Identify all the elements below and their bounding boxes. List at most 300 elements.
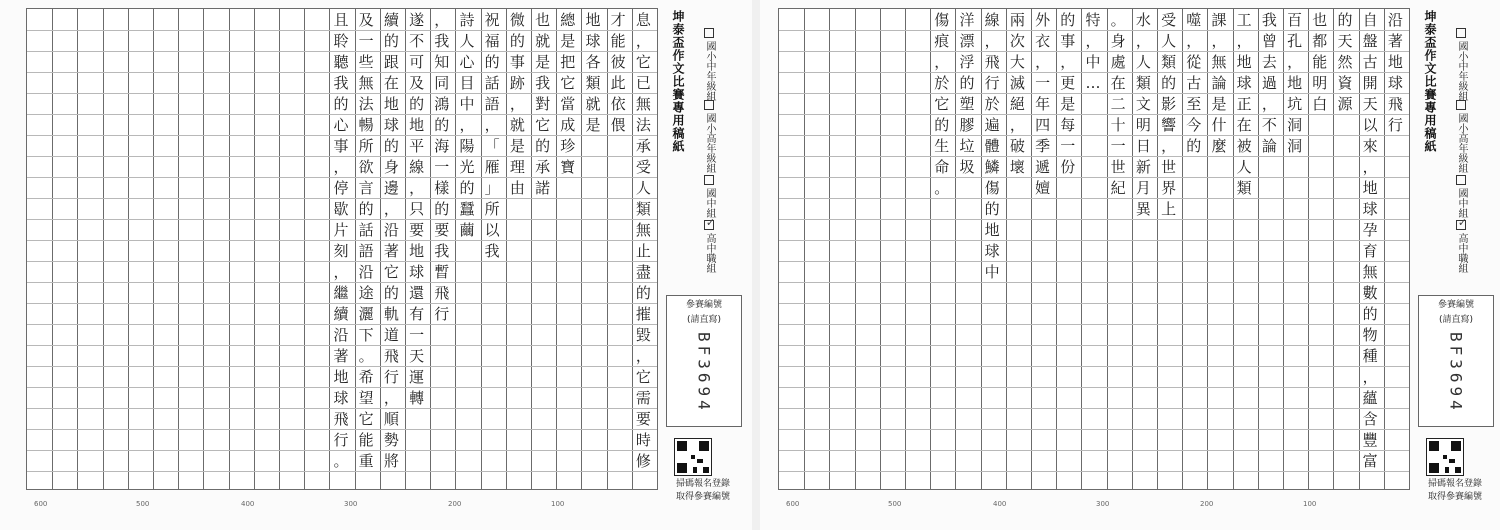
manuscript-character: 地: [984, 221, 1000, 239]
manuscript-character: 已: [635, 74, 651, 92]
manuscript-character: 響: [1161, 116, 1177, 134]
manuscript-character: 明: [1135, 116, 1151, 134]
grid-column-line: [178, 9, 179, 489]
manuscript-text-column: [559, 10, 577, 178]
grid-column-line: [203, 9, 204, 489]
manuscript-text-column: [1260, 10, 1278, 157]
manuscript-character: 年: [1035, 95, 1051, 113]
manuscript-character: 嬗: [1035, 179, 1051, 197]
manuscript-character: 它: [635, 368, 651, 386]
manuscript-character: 地: [383, 95, 399, 113]
manuscript-character: 對: [535, 95, 551, 113]
grid-row-line: [779, 156, 1409, 157]
manuscript-character: 順: [383, 410, 399, 428]
manuscript-character: 中: [1085, 53, 1101, 71]
center-gutter: [752, 0, 760, 530]
manuscript-character: 物: [1362, 326, 1378, 344]
grid-column-line: [855, 9, 856, 489]
category-option-checked[interactable]: ✓高中職組: [702, 220, 717, 273]
manuscript-character: 摧: [635, 305, 651, 323]
manuscript-character: 中: [984, 263, 1000, 281]
manuscript-character: 歇: [333, 200, 349, 218]
manuscript-character: 的: [383, 284, 399, 302]
manuscript-character: 洋: [959, 11, 975, 29]
manuscript-character: 圾: [959, 158, 975, 176]
grid-column-line: [1308, 9, 1309, 489]
manuscript-character: ，: [383, 389, 399, 407]
manuscript-character: 新: [1135, 158, 1151, 176]
manuscript-character: ，: [1085, 32, 1101, 50]
grid-column-line: [1056, 9, 1057, 489]
manuscript-character: 心: [333, 116, 349, 134]
manuscript-character: 無: [358, 74, 374, 92]
manuscript-character: 無: [1211, 53, 1227, 71]
grid-column-line: [1333, 9, 1334, 489]
manuscript-character: 光: [459, 158, 475, 176]
manuscript-character: 有: [409, 305, 425, 323]
manuscript-character: 含: [1362, 410, 1378, 428]
manuscript-character: ，: [434, 11, 450, 29]
manuscript-character: 續: [333, 305, 349, 323]
manuscript-character: 理: [509, 158, 525, 176]
ruler-tick: 400: [993, 500, 1007, 508]
manuscript-text-column: [408, 10, 426, 409]
checkbox-checked-icon[interactable]: [1456, 220, 1466, 230]
grid-column-line: [254, 9, 255, 489]
manuscript-character: 數: [1362, 284, 1378, 302]
grid-column-line: [829, 9, 830, 489]
manuscript-character: 的: [1060, 11, 1076, 29]
qr-module: [677, 463, 687, 473]
grid-column-line: [1384, 9, 1385, 489]
manuscript-character: 人: [459, 32, 475, 50]
manuscript-text-column: [584, 10, 602, 136]
left-sidebar: [664, 10, 742, 520]
grid-column-line: [930, 9, 931, 489]
manuscript-character: 詩: [459, 11, 475, 29]
grid-column-line: [632, 9, 633, 489]
manuscript-character: 是: [1060, 95, 1076, 113]
grid-column-line: [880, 9, 881, 489]
manuscript-character: ，: [409, 179, 425, 197]
manuscript-character: 事: [333, 137, 349, 155]
manuscript-character: 聆: [333, 32, 349, 50]
manuscript-character: 繭: [459, 221, 475, 239]
manuscript-character: 世: [1161, 158, 1177, 176]
manuscript-character: 的: [409, 95, 425, 113]
manuscript-character: 人: [1236, 158, 1252, 176]
manuscript-character: 行: [984, 74, 1000, 92]
manuscript-character: 希: [358, 368, 374, 386]
manuscript-character: 衣: [1035, 32, 1051, 50]
grid-column-line: [581, 9, 582, 489]
category-option[interactable]: 國小中年級組: [1454, 28, 1469, 101]
manuscript-character: 及: [358, 11, 374, 29]
manuscript-character: ，: [459, 116, 475, 134]
qr-caption: 掃碼報名登錄: [675, 479, 730, 489]
manuscript-character: 灑: [358, 305, 374, 323]
manuscript-character: 我: [535, 74, 551, 92]
checkbox-icon[interactable]: [704, 100, 714, 110]
manuscript-character: ，: [1060, 53, 1076, 71]
manuscript-character: 心: [459, 53, 475, 71]
sheet-title: 坤泰盃作文比賽專用稿紙: [671, 10, 685, 153]
manuscript-character: 我: [434, 32, 450, 50]
grid-column-line: [77, 9, 78, 489]
grid-row-line: [779, 450, 1409, 451]
manuscript-character: 跟: [383, 53, 399, 71]
qr-module: [699, 441, 709, 451]
manuscript-character: 育: [1362, 242, 1378, 260]
manuscript-character: 線: [984, 11, 1000, 29]
manuscript-character: 痕: [934, 32, 950, 50]
grid-column-line: [1359, 9, 1360, 489]
manuscript-character: 欲: [358, 158, 374, 176]
manuscript-text-column: [609, 10, 627, 136]
manuscript-character: 毀: [635, 326, 651, 344]
manuscript-character: 能: [358, 431, 374, 449]
manuscript-character: 論: [1211, 74, 1227, 92]
manuscript-character: 沿: [383, 221, 399, 239]
grid-column-line: [405, 9, 406, 489]
grid-column-line: [1182, 9, 1183, 489]
manuscript-character: 一: [409, 326, 425, 344]
manuscript-character: 能: [1312, 53, 1328, 71]
manuscript-character: ，: [1009, 116, 1025, 134]
grid-column-line: [455, 9, 456, 489]
qr-module: [1451, 441, 1461, 451]
grid-column-line: [905, 9, 906, 489]
manuscript-character: 異: [1135, 200, 1151, 218]
ruler-tick: 300: [344, 500, 358, 508]
manuscript-text-column: [1286, 10, 1304, 157]
manuscript-character: 同: [434, 74, 450, 92]
manuscript-character: 膠: [959, 116, 975, 134]
sheet-title: 坤泰盃作文比賽專用稿紙: [1423, 10, 1437, 153]
manuscript-character: 傷: [984, 179, 1000, 197]
manuscript-character: 續: [383, 11, 399, 29]
manuscript-character: 人: [635, 179, 651, 197]
manuscript-character: ，: [984, 32, 1000, 50]
ruler-tick: 600: [34, 500, 48, 508]
manuscript-character: 它: [383, 263, 399, 281]
category-option[interactable]: 國小高年級組: [702, 100, 717, 173]
right-manuscript-sheet: [760, 0, 1500, 530]
manuscript-character: 外: [1035, 11, 1051, 29]
manuscript-character: 人: [1135, 53, 1151, 71]
manuscript-text-column: [508, 10, 526, 199]
entry-number-box[interactable]: [666, 295, 742, 427]
checkbox-icon[interactable]: [1456, 175, 1466, 185]
manuscript-character: 的: [635, 284, 651, 302]
manuscript-character: 類: [585, 74, 601, 92]
checkbox-icon[interactable]: [1456, 100, 1466, 110]
manuscript-character: 於: [984, 95, 1000, 113]
manuscript-character: 無: [1362, 263, 1378, 281]
grid-column-line: [1107, 9, 1108, 489]
checkbox-icon[interactable]: [1456, 28, 1466, 38]
qr-module: [677, 441, 687, 451]
qr-module: [703, 467, 709, 473]
manuscript-character: 影: [1161, 95, 1177, 113]
manuscript-character: 飛: [333, 410, 349, 428]
qr-code-icon[interactable]: [1426, 438, 1464, 476]
manuscript-character: 需: [635, 389, 651, 407]
manuscript-character: 刻: [333, 242, 349, 260]
manuscript-character: 過: [1261, 74, 1277, 92]
manuscript-character: 於: [934, 74, 950, 92]
manuscript-character: 。: [333, 452, 349, 470]
manuscript-character: 滅: [1009, 74, 1025, 92]
manuscript-character: 論: [1261, 137, 1277, 155]
manuscript-character: …: [1085, 74, 1101, 92]
manuscript-character: 一: [1035, 74, 1051, 92]
grid-row-line: [779, 324, 1409, 325]
manuscript-character: 依: [610, 95, 626, 113]
manuscript-character: ，: [1211, 32, 1227, 50]
manuscript-character: 類: [1236, 179, 1252, 197]
manuscript-character: 的: [383, 32, 399, 50]
entry-number-label: 參賽編號: [685, 300, 722, 310]
manuscript-character: 正: [1236, 95, 1252, 113]
entry-number-value: BF3694: [1446, 332, 1466, 414]
manuscript-character: 遍: [984, 116, 1000, 134]
grid-row-line: [779, 429, 1409, 430]
manuscript-character: 此: [610, 74, 626, 92]
manuscript-character: 運: [409, 368, 425, 386]
manuscript-character: 水: [1135, 11, 1151, 29]
manuscript-character: 是: [1211, 95, 1227, 113]
checkbox-icon[interactable]: [704, 28, 714, 38]
manuscript-character: 我: [484, 242, 500, 260]
category-option[interactable]: 國中組: [702, 175, 717, 218]
manuscript-character: 是: [509, 137, 525, 155]
grid-column-line: [1258, 9, 1259, 489]
manuscript-character: 的: [333, 95, 349, 113]
manuscript-character: 身: [1110, 32, 1126, 50]
manuscript-character: 壞: [1009, 158, 1025, 176]
manuscript-character: 是: [560, 32, 576, 50]
category-option-checked[interactable]: ✓高中職組: [1454, 220, 1469, 273]
manuscript-character: 受: [1161, 11, 1177, 29]
grid-column-line: [1233, 9, 1234, 489]
manuscript-text-column: [1160, 10, 1178, 220]
manuscript-character: 球: [984, 242, 1000, 260]
grid-column-line: [1207, 9, 1208, 489]
manuscript-character: 百: [1287, 11, 1303, 29]
manuscript-character: ，: [509, 95, 525, 113]
manuscript-character: 陽: [459, 137, 475, 155]
manuscript-character: 課: [1211, 11, 1227, 29]
grid-column-line: [153, 9, 154, 489]
manuscript-character: 暫: [434, 263, 450, 281]
manuscript-character: 珍: [560, 137, 576, 155]
manuscript-character: 是: [535, 53, 551, 71]
manuscript-character: 所: [484, 200, 500, 218]
manuscript-character: 地: [1236, 53, 1252, 71]
manuscript-character: 平: [409, 137, 425, 155]
manuscript-character: 從: [1186, 53, 1202, 71]
manuscript-character: 季: [1035, 137, 1051, 155]
manuscript-character: 球: [1387, 74, 1403, 92]
manuscript-character: 轉: [409, 389, 425, 407]
manuscript-character: 線: [409, 158, 425, 176]
manuscript-character: 二: [1110, 95, 1126, 113]
manuscript-character: 話: [484, 74, 500, 92]
manuscript-character: 它: [934, 95, 950, 113]
manuscript-character: 息: [635, 11, 651, 29]
manuscript-character: 人: [1161, 32, 1177, 50]
grid-row-line: [779, 366, 1409, 367]
manuscript-text-column: [983, 10, 1001, 283]
category-option[interactable]: 國小高年級組: [1454, 100, 1469, 173]
manuscript-character: 天: [1337, 32, 1353, 50]
manuscript-character: 的: [1161, 74, 1177, 92]
manuscript-character: 沿: [1387, 11, 1403, 29]
checkbox-checked-icon[interactable]: [704, 220, 714, 230]
manuscript-character: 承: [635, 137, 651, 155]
manuscript-character: 行: [434, 305, 450, 323]
manuscript-character: 成: [560, 116, 576, 134]
manuscript-text-column: [382, 10, 400, 472]
manuscript-character: 球: [333, 389, 349, 407]
manuscript-character: 可: [409, 53, 425, 71]
grid-row-line: [779, 303, 1409, 304]
manuscript-character: 彼: [610, 53, 626, 71]
manuscript-character: 我: [1261, 11, 1277, 29]
manuscript-character: 的: [1337, 11, 1353, 29]
manuscript-character: 中: [459, 95, 475, 113]
grid-column-line: [1081, 9, 1082, 489]
manuscript-text-column: [433, 10, 451, 325]
manuscript-character: 球: [1362, 200, 1378, 218]
manuscript-character: 坑: [1287, 95, 1303, 113]
grid-column-line: [955, 9, 956, 489]
ruler-tick: 200: [1200, 500, 1214, 508]
grid-column-line: [304, 9, 305, 489]
category-option[interactable]: 國中組: [1454, 175, 1469, 218]
grid-column-line: [1132, 9, 1133, 489]
manuscript-character: 言: [358, 179, 374, 197]
manuscript-character: 白: [1312, 95, 1328, 113]
manuscript-character: ，: [1261, 95, 1277, 113]
manuscript-character: 每: [1060, 116, 1076, 134]
grid-column-line: [128, 9, 129, 489]
manuscript-character: 在: [1110, 74, 1126, 92]
manuscript-character: 日: [1135, 137, 1151, 155]
grid-row-line: [779, 198, 1409, 199]
grid-column-line: [804, 9, 805, 489]
qr-module: [691, 455, 695, 459]
manuscript-character: 無: [635, 95, 651, 113]
manuscript-character: 四: [1035, 116, 1051, 134]
qr-module: [1443, 455, 1447, 459]
qr-code-icon[interactable]: [674, 438, 712, 476]
manuscript-character: 知: [434, 53, 450, 71]
manuscript-character: 行: [333, 431, 349, 449]
manuscript-character: 都: [1312, 32, 1328, 50]
ruler-tick: 100: [551, 500, 565, 508]
manuscript-character: 邊: [383, 179, 399, 197]
manuscript-text-column: [1386, 10, 1404, 136]
manuscript-character: 今: [1186, 116, 1202, 134]
manuscript-character: 些: [358, 53, 374, 71]
manuscript-character: 蘊: [1362, 389, 1378, 407]
manuscript-character: 著: [333, 347, 349, 365]
grid-column-line: [103, 9, 104, 489]
manuscript-character: 也: [1312, 11, 1328, 29]
manuscript-character: 行: [1387, 116, 1403, 134]
manuscript-character: 聽: [333, 53, 349, 71]
manuscript-character: 的: [509, 32, 525, 50]
manuscript-character: ，: [1161, 137, 1177, 155]
grid-row-line: [779, 135, 1409, 136]
manuscript-character: 十: [1110, 116, 1126, 134]
qr-module: [1429, 463, 1439, 473]
manuscript-character: 地: [1287, 74, 1303, 92]
manuscript-character: 能: [610, 32, 626, 50]
manuscript-character: 一: [358, 32, 374, 50]
manuscript-character: 麼: [1211, 137, 1227, 155]
manuscript-character: 處: [1110, 53, 1126, 71]
manuscript-character: ，: [1362, 158, 1378, 176]
entry-number-box[interactable]: [1418, 295, 1494, 427]
manuscript-character: 一: [434, 158, 450, 176]
manuscript-character: 種: [1362, 347, 1378, 365]
checkbox-icon[interactable]: [704, 175, 714, 185]
manuscript-character: 在: [1236, 116, 1252, 134]
manuscript-character: 明: [1312, 74, 1328, 92]
ruler-tick: 500: [136, 500, 150, 508]
manuscript-character: 盡: [635, 263, 651, 281]
manuscript-character: 沿: [358, 263, 374, 281]
manuscript-character: ，: [383, 200, 399, 218]
category-option[interactable]: 國小中年級組: [702, 28, 717, 101]
manuscript-character: 傷: [934, 11, 950, 29]
manuscript-character: ，: [333, 158, 349, 176]
manuscript-character: 寶: [560, 158, 576, 176]
manuscript-character: 「: [484, 137, 500, 155]
grid-row-line: [779, 345, 1409, 346]
manuscript-text-column: [1336, 10, 1354, 115]
manuscript-character: 它: [560, 74, 576, 92]
manuscript-character: 語: [358, 242, 374, 260]
manuscript-character: 文: [1135, 95, 1151, 113]
manuscript-character: 不: [409, 32, 425, 50]
manuscript-character: 富: [1362, 452, 1378, 470]
manuscript-character: 我: [333, 74, 349, 92]
manuscript-character: 途: [358, 284, 374, 302]
manuscript-character: 源: [1337, 95, 1353, 113]
manuscript-character: 的: [484, 53, 500, 71]
manuscript-character: 的: [358, 200, 374, 218]
manuscript-character: 片: [333, 221, 349, 239]
manuscript-character: 資: [1337, 74, 1353, 92]
manuscript-character: 海: [434, 137, 450, 155]
manuscript-character: 無: [635, 221, 651, 239]
manuscript-character: 工: [1236, 11, 1252, 29]
manuscript-character: 開: [1362, 74, 1378, 92]
manuscript-character: 浮: [959, 53, 975, 71]
manuscript-character: 去: [1261, 53, 1277, 71]
manuscript-character: 遂: [409, 11, 425, 29]
manuscript-character: 由: [509, 179, 525, 197]
manuscript-character: 特: [1085, 11, 1101, 29]
manuscript-text-column: [958, 10, 976, 178]
qr-module: [1455, 467, 1461, 473]
manuscript-character: 月: [1135, 179, 1151, 197]
grid-row-line: [779, 387, 1409, 388]
